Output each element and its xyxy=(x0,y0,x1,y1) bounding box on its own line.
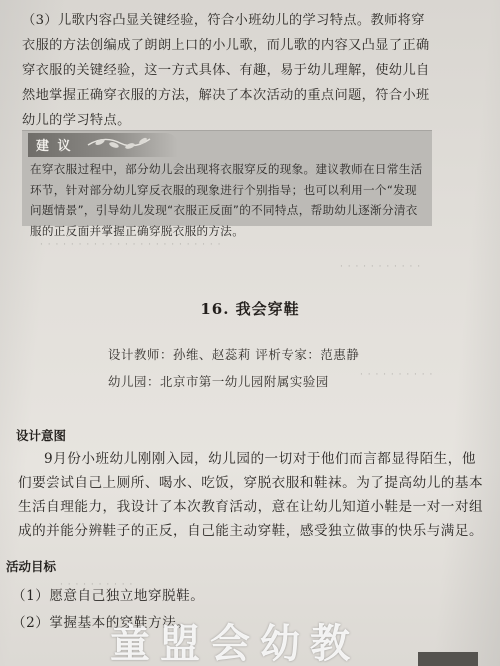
design-intent-body xyxy=(18,447,490,543)
leaf-ornament-icon xyxy=(84,133,154,153)
paragraph-analysis-3: （3）儿歌内容凸显关键经验，符合小班幼儿的学习特点。教师将穿衣服的方法创编成了朗朗上口的小儿歌，而儿歌的内容又凸显了正确穿衣服的关键经验，这一方式具体、有趣，易于幼儿理解，使幼儿自然地掌握正确穿衣服的方法，解决了本次活动的重点问题，符合小班幼儿的学习特点。 xyxy=(22,13,430,128)
design-intent-heading: 设计意图 xyxy=(16,428,67,443)
bleed-through-text: · · · · · · · · · · · xyxy=(340,262,422,272)
designers-line: 设计教师：孙维、赵蕊莉 评析专家：范惠静 xyxy=(108,347,360,362)
page-corner-tab xyxy=(418,652,478,666)
callout-body: 在穿衣服过程中，部分幼儿会出现将衣服穿反的现象。建议教师在日常生活环节，针对部分幼儿穿反衣服的现象进行个别指导；也可以利用一个“发现问题情景”，引导幼儿发现“衣服正反面”的不同特点，帮助幼儿逐渐分清衣服的正反面并掌握正确穿脱衣服的方法。 xyxy=(30,162,423,238)
bleed-through-text: · · · · · · · · · · xyxy=(360,370,434,380)
bleed-through-text: · · · · · · · · · · · · · · · · · · · · · · · · xyxy=(40,240,222,250)
watermark-text: 童盟会幼教 xyxy=(110,621,360,666)
goal-item: （2）掌握基本的穿鞋方法。 xyxy=(12,615,191,631)
activity-goals-heading: 活动目标 xyxy=(6,559,57,574)
suggestion-callout xyxy=(22,130,432,238)
kindergarten-line: 幼儿园：北京市第一幼儿园附属实验园 xyxy=(108,374,329,389)
bleed-through-text: · · · · · · · · · · xyxy=(60,580,134,590)
design-intent-text: 9月份小班幼儿刚刚入园，幼儿园的一切对于他们而言都显得陌生，他们要尝试自己上厕所、喝水、吃饭，穿脱衣服和鞋袜。为了提高幼儿的基本生活自理能力，我设计了本次教育活动，意在让幼儿知道小鞋是一对一对组成的并能分辨鞋子的正反，自己能主动穿鞋，感受独立做事的快乐与满足。 xyxy=(18,451,484,539)
goal-item: （1）愿意自己独立地穿脱鞋。 xyxy=(12,588,205,604)
callout-title: 建 议 xyxy=(36,139,73,154)
lesson-title: 16. 我会穿鞋 xyxy=(200,300,300,318)
